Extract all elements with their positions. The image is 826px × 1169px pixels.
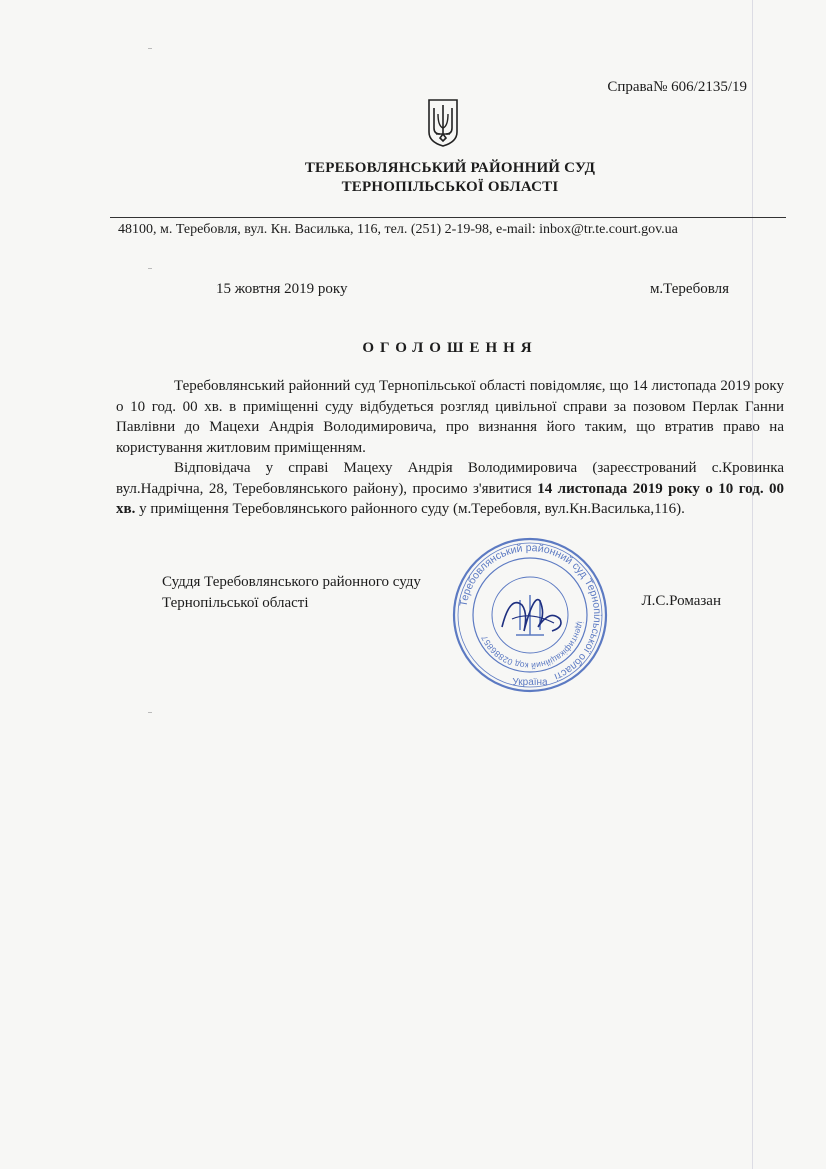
court-name-line-1: ТЕРЕБОВЛЯНСЬКИЙ РАЙОННИЙ СУД xyxy=(304,160,596,176)
notice-paragraph-1: Теребовлянський районний суд Тернопільської області повідомляє, що 14 листопада 2019 року о 10 год. 00 хв. в приміщенні суду відбудеться розгляд цивільної справи за позовом Перлак Ганни Павлівни до Мацехи Андрія Володимировича, про визнання його таким, що втратив право на користування житловим приміщенням. xyxy=(116,378,784,456)
judge-title-line-1: Суддя Теребовлянського районного суду xyxy=(162,574,421,590)
notice-body xyxy=(116,376,784,520)
judge-title xyxy=(162,572,421,613)
scan-mark xyxy=(148,48,152,49)
stamp-country-text: Україна xyxy=(512,677,548,688)
document-city: м.Теребовля xyxy=(649,281,729,297)
scan-mark xyxy=(148,712,152,713)
notice-heading: ОГОЛОШЕННЯ xyxy=(362,340,538,356)
document-date: 15 жовтня 2019 року xyxy=(216,281,348,297)
case-number: Справа№ 606/2135/19 xyxy=(607,79,747,95)
judge-title-line-2: Тернопільської області xyxy=(162,594,309,611)
court-stamp-seal xyxy=(450,535,610,695)
stamp-inner-text: ідентифікаційний код 02886857 xyxy=(479,620,586,672)
stamp-outer-text: Теребовлянський районний суд Тернопільської області xyxy=(457,541,604,683)
paragraph-2-start: Відповідача у справі Мацеху Андрія Володимировича (зареєстрований с.Кровинка вул.Надрічна, 28, Теребовлянського району), просимо з'явитися xyxy=(116,460,784,497)
hearing-datetime: 14 листопада 2019 року о 10 год. 00 хв. xyxy=(116,480,785,517)
judge-signature-scribble xyxy=(502,600,561,631)
paragraph-2-end: у приміщення Теребовлянського районного суду (м.Теребовля, вул.Кн.Василька,116). xyxy=(135,501,685,517)
notice-paragraph-2 xyxy=(116,458,784,520)
header-divider xyxy=(110,217,786,218)
judge-name: Л.С.Ромазан xyxy=(641,593,721,609)
scan-mark xyxy=(148,268,152,269)
page-fold-line xyxy=(752,0,753,1169)
court-address: 48100, м. Теребовля, вул. Кн. Василька, 116, тел. (251) 2-19-98, e-mail: inbox@tr.te.court.gov.ua xyxy=(118,222,678,237)
court-name-line-2: ТЕРНОПІЛЬСЬКОЇ ОБЛАСТІ xyxy=(341,179,559,195)
tryzub-emblem-icon xyxy=(427,98,459,148)
